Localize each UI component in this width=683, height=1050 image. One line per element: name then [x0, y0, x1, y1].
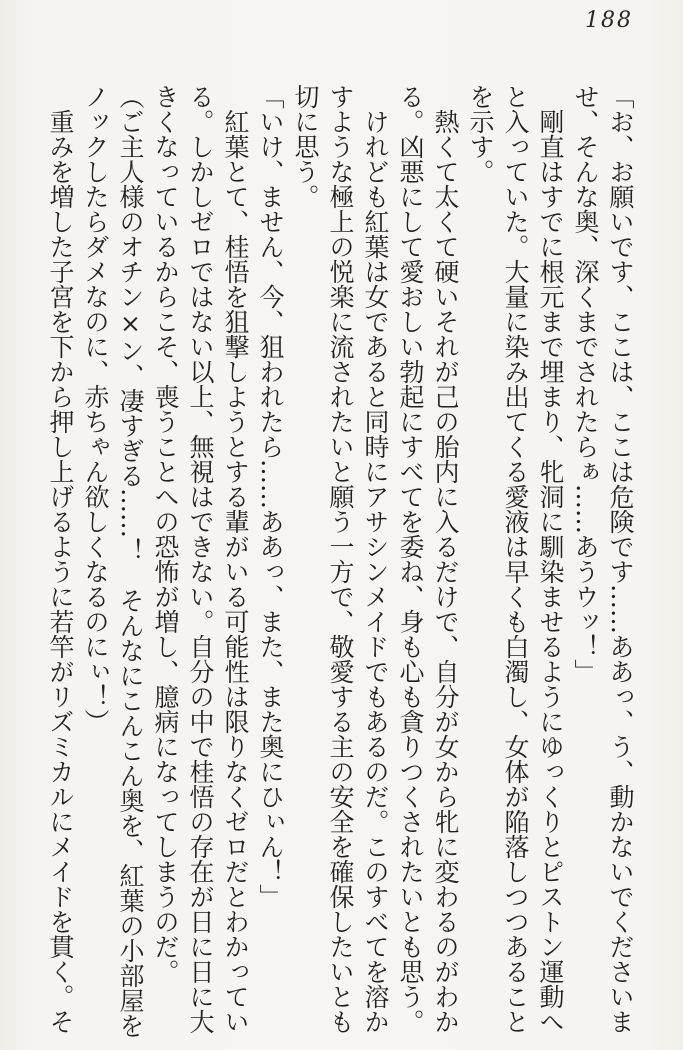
paragraph-narration: 重みを増した子宮を下から押し上げるように若竿がリズミカルにメイドを貫く。そ [46, 109, 75, 1034]
paragraph-narration: 熱くて太くて硬いそれが己の胎内に入るだけで、自分が女から牝に変わるのがわかる。凶悪にして愛おしい勃起にすべてを委ね、身も心も貪りつくされたいとも思う。 [396, 84, 460, 1034]
paragraph-dialogue: 「お、お願いです、ここは、ここは危険です……ああっ、う、動かないでくださいませ、そんな奥、深くまでされたらぁ……あうウッ！」 [571, 84, 635, 1034]
paragraph-narration: 剛直はすでに根元まで埋まり、牝洞に馴染ませるようにゆっくりとピストン運動へと入っていた。大量に染み出てくる愛液は早くも白濁し、女体が陥落しつつあることを示す。 [466, 84, 565, 1034]
paragraph-thought: （ご主人様のオチン×ン、凄すぎる……！ そんなにこんこん奥を、紅葉の小部屋をノックしたらダメなのに、赤ちゃん欲しくなるのにぃ！） [81, 84, 145, 1038]
page-number: 188 [585, 8, 633, 33]
paragraph-narration: 紅葉とて、桂悟を狙撃しようとする輩がいる可能性は限りなくゼロだとわかっている。しかしゼロではない以上、無視はできない。自分の中で桂悟の存在が日に日に大きくなっているからこそ、喪うことへの恐怖が増し、臆病になってしまうのだ。 [151, 84, 250, 1034]
paragraph-narration: けれども紅葉は女であると同時にアサシンメイドでもあるのだ。このすべてを溶かすような極上の悦楽に流されたいと願う一方で、敬愛する主の安全を確保したいとも切に思う。 [291, 84, 390, 1034]
body-text [38, 84, 638, 1040]
paragraph-dialogue: 「いけ、ません、今、狙われたら……ああっ、また、また奥にひぃん！」 [256, 84, 285, 909]
